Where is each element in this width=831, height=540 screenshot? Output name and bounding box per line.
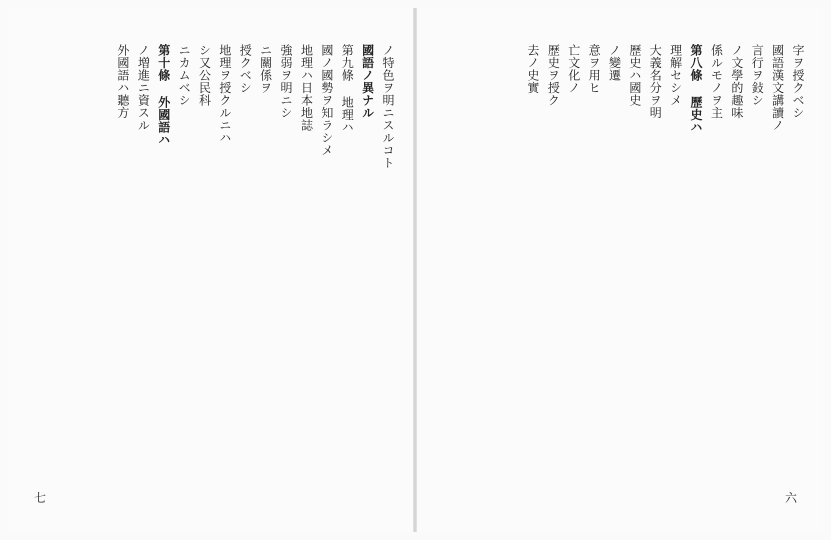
right-page-folio: 六	[784, 491, 797, 505]
right-col-4: ノ文學的趣味	[729, 44, 744, 119]
left-col-11: ニカムベシ	[177, 44, 192, 107]
right-page	[418, 8, 823, 532]
left-col-12: 第十條 外國語ハ	[156, 44, 171, 146]
left-col-5: 地理ハ日本地誌	[299, 44, 314, 132]
right-col-11: 意ヲ用ヒ	[587, 44, 602, 94]
right-col-3: 言行ヲ鈙シ	[750, 44, 765, 107]
right-col-8: 大義名分ヲ明	[648, 44, 663, 119]
right-col-5: 係ルモノヲ主	[709, 44, 724, 119]
right-col-1: 字ヲ授クベシ	[791, 44, 805, 119]
right-col-13: 歷史ヲ授ク	[546, 44, 561, 107]
left-col-7: ニ關係ヲ	[258, 44, 273, 94]
right-col-10: ノ變遷	[607, 44, 622, 82]
left-col-13: ノ増進ニ資スル	[136, 44, 151, 132]
left-page-text-columns	[26, 44, 395, 492]
left-col-8: 授クベシ	[238, 44, 253, 94]
left-col-6: 強弱ヲ明ニシ	[279, 44, 294, 119]
left-col-14: 外國語ハ聽方	[115, 44, 130, 119]
right-col-6: 第八條 歷史ハ	[689, 44, 704, 134]
left-col-1: ノ特色ヲ明ニスルコト	[381, 44, 395, 169]
left-col-4: 國ノ國勢ヲ知ラシメ	[319, 44, 334, 157]
right-col-7: 理解セシメ	[668, 44, 683, 107]
binding-gutter	[413, 8, 417, 532]
right-col-12: 亡文化ノ	[566, 44, 581, 94]
left-col-3: 第九條 地理ハ	[340, 44, 355, 134]
left-page	[8, 8, 413, 532]
right-col-2: 國語漢文講讀ノ	[770, 44, 785, 132]
left-col-10: シ又公民科	[197, 44, 212, 107]
right-col-9: 歷史ハ國史	[627, 44, 642, 107]
left-col-9: 地理ヲ授クルニハ	[217, 44, 232, 144]
right-page-text-columns	[436, 44, 805, 492]
left-col-2: 國語ノ異ナル	[360, 44, 375, 119]
left-page-folio: 七	[34, 491, 47, 505]
right-col-14: 去ノ史實	[525, 44, 540, 94]
